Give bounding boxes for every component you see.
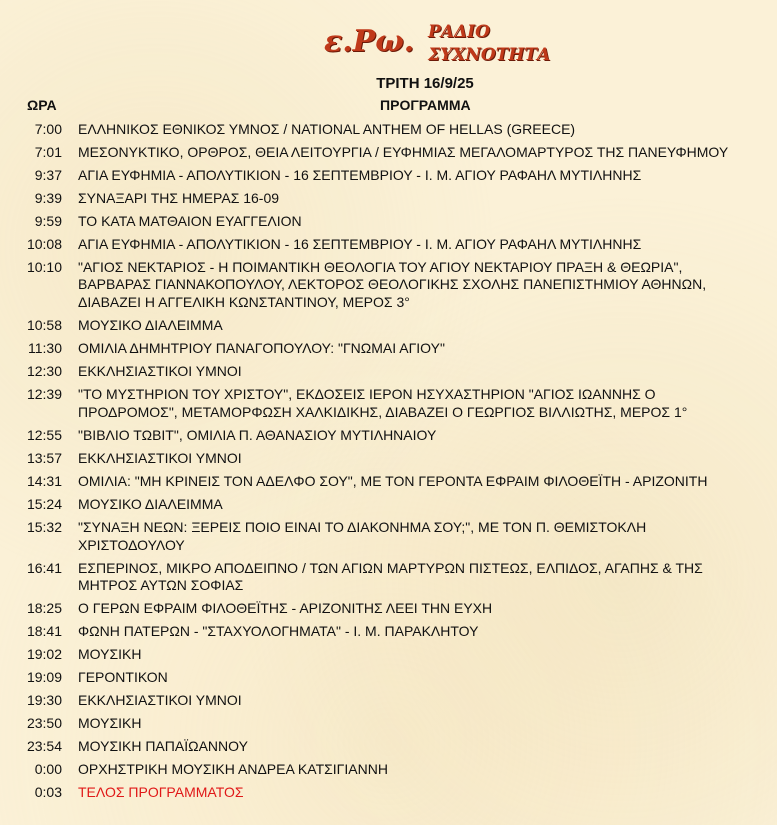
- schedule-row: [0, 713, 777, 736]
- schedule-program: ΜΟΥΣΙΚΗ ΠΑΠΑΪΩΑΝΝΟΥ: [78, 738, 248, 755]
- schedule-time: 7:00: [34, 120, 62, 137]
- schedule-row: [0, 598, 777, 621]
- schedule-program: ΓΕΡΟΝΤΙΚΟΝ: [78, 669, 168, 686]
- station-name-line1: ΡΑΔΙΟ: [428, 22, 490, 42]
- schedule-program: "ΒΙΒΛΙΟ ΤΩΒΙΤ", ΟΜΙΛΙΑ Π. ΑΘΑΝΑΣΙΟΥ ΜΥΤΙΛΗΝΑΙΟΥ: [78, 426, 437, 443]
- schedule-program: ΜΟΥΣΙΚΗ: [78, 646, 142, 663]
- schedule-program: ΕΚΚΛΗΣΙΑΣΤΙΚΟΙ ΥΜΝΟΙ: [78, 449, 242, 466]
- schedule-time: 16:41: [26, 559, 62, 576]
- schedule-program: "ΑΓΙΟΣ ΝΕΚΤΑΡΙΟΣ - Η ΠΟΙΜΑΝΤΙΚΗ ΘΕΟΛΟΓΙΑ ΤΟΥ ΑΓΙΟΥ ΝΕΚΤΑΡΙΟΥ ΠΡΑΞΗ & ΘΕΩΡΙΑ", ΒΑΡΒΑΡΑΣ ΓΙΑΝΝΑΚΟΠΟΥΛΟΥ, ΛΕΚΤΟΡΟΣ ΘΕΟΛΟΓΙΚΗΣ ΣΧΟΛΗΣ ΠΑΝΕΠΙΣΤΗΜΙΟΥ ΑΘΗΝΩΝ, ΔΙΑΒΑΖΕΙ Η ΑΓΓΕΛΙΚΗ ΚΩΝΣΤΑΝΤΙΝΟΥ, ΜΕΡΟΣ 3°: [78, 258, 707, 311]
- schedule-time: 23:50: [26, 715, 62, 732]
- schedule-row: [0, 337, 777, 360]
- schedule-row: [0, 141, 777, 164]
- schedule-program: ΜΕΣΟΝΥΚΤΙΚΟ, ΟΡΘΡΟΣ, ΘΕΙΑ ΛΕΙΤΟΥΡΓΙΑ / ΕΥΦΗΜΙΑΣ ΜΕΓΑΛΟΜΑΡΤΥΡΟΣ ΤΗΣ ΠΑΝΕΥΦΗΜΟΥ: [78, 143, 729, 160]
- schedule-row: [0, 164, 777, 187]
- schedule-time: 23:54: [26, 738, 62, 755]
- schedule-program: ΕΚΚΛΗΣΙΑΣΤΙΚΟΙ ΥΜΝΟΙ: [78, 692, 242, 709]
- schedule-time: 10:08: [26, 235, 62, 252]
- schedule-time: 9:39: [34, 189, 62, 206]
- schedule-program: ΜΟΥΣΙΚΟ ΔΙΑΛΕΙΜΜΑ: [78, 495, 223, 512]
- schedule-program: "ΤΟ ΜΥΣΤΗΡΙΟΝ ΤΟΥ ΧΡΙΣΤΟΥ", ΕΚΔΟΣΕΙΣ ΙΕΡΟΝ ΗΣΥΧΑΣΤΗΡΙΟΝ "ΑΓΙΟΣ ΙΩΑΝΝΗΣ Ο ΠΡΟΔΡΟΜΟΣ", ΜΕΤΑΜΟΡΦΩΣΗ ΧΑΛΚΙΔΙΚΗΣ, ΔΙΑΒΑΖΕΙ Ο ΓΕΩΡΓΙΟΣ ΒΙΛΛΙΩΤΗΣ, ΜΕΡΟΣ 1°: [78, 386, 688, 420]
- schedule-row: [0, 516, 777, 557]
- schedule-program: ΟΜΙΛΙΑ: "ΜΗ ΚΡΙΝΕΙΣ ΤΟΝ ΑΔΕΛΦΟ ΣΟΥ", ΜΕ ΤΟΝ ΓΕΡΟΝΤΑ ΕΦΡΑΙΜ ΦΙΛΟΘΕΪΤΗ - ΑΡΙΖΟΝΙΤΗ: [78, 472, 708, 489]
- schedule-time: 11:30: [28, 340, 62, 357]
- schedule-row: [0, 759, 777, 782]
- schedule-time: 9:59: [34, 212, 62, 229]
- schedule-program: ΜΟΥΣΙΚΟ ΔΙΑΛΕΙΜΜΑ: [78, 317, 223, 334]
- schedule-row: [0, 470, 777, 493]
- schedule-row: [0, 667, 777, 690]
- schedule-program: ΑΓΙΑ ΕΥΦΗΜΙΑ - ΑΠΟΛΥΤΙΚΙΟΝ - 16 ΣΕΠΤΕΜΒΡΙΟΥ - Ι. Μ. ΑΓΙΟΥ ΡΑΦΑΗΛ ΜΥΤΙΛΗΝΗΣ: [78, 235, 642, 252]
- schedule-row: [0, 557, 777, 598]
- schedule-time: 9:37: [34, 166, 62, 183]
- schedule-time: 15:24: [26, 495, 62, 512]
- schedule-time: 12:30: [26, 363, 62, 380]
- schedule-program: ΜΟΥΣΙΚΗ: [78, 715, 142, 732]
- schedule-program: Ο ΓΕΡΩΝ ΕΦΡΑΙΜ ΦΙΛΟΘΕΪΤΗΣ - ΑΡΙΖΟΝΙΤΗΣ ΛΕΕΙ ΤΗΝ ΕΥΧΗ: [78, 600, 493, 617]
- schedule-row: [0, 383, 777, 424]
- schedule-list: [0, 118, 777, 805]
- schedule-time: 14:31: [26, 472, 62, 489]
- station-logo: ε.Ρω.: [324, 24, 415, 59]
- schedule-time: 12:55: [26, 426, 62, 443]
- schedule-program: ΕΚΚΛΗΣΙΑΣΤΙΚΟΙ ΥΜΝΟΙ: [78, 363, 242, 380]
- schedule-program: ΕΣΠΕΡΙΝΟΣ, ΜΙΚΡΟ ΑΠΟΔΕΙΠΝΟ / ΤΩΝ ΑΓΙΩΝ ΜΑΡΤΥΡΩΝ ΠΙΣΤΕΩΣ, ΕΛΠΙΔΟΣ, ΑΓΑΠΗΣ & ΤΗΣ ΜΗΤΡΟΣ ΑΥΤΩΝ ΣΟΦΙΑΣ: [78, 559, 703, 594]
- schedule-row: [0, 314, 777, 337]
- schedule-time: 18:41: [26, 623, 62, 640]
- schedule-program: ΤΟ ΚΑΤΑ ΜΑΤΘΑΙΟΝ ΕΥΑΓΓΕΛΙΟΝ: [78, 212, 302, 229]
- schedule-row: [0, 233, 777, 256]
- schedule-time: 12:39: [26, 386, 62, 403]
- schedule-time: 15:32: [26, 518, 62, 535]
- schedule-program: ΑΓΙΑ ΕΥΦΗΜΙΑ - ΑΠΟΛΥΤΙΚΙΟΝ - 16 ΣΕΠΤΕΜΒΡΙΟΥ - Ι. Μ. ΑΓΙΟΥ ΡΑΦΑΗΛ ΜΥΤΙΛΗΝΗΣ: [78, 166, 642, 183]
- schedule-row: [0, 424, 777, 447]
- schedule-time: 0:00: [34, 761, 62, 778]
- schedule-time: 0:03: [34, 784, 62, 801]
- schedule-program: ΟΜΙΛΙΑ ΔΗΜΗΤΡΙΟΥ ΠΑΝΑΓΟΠΟΥΛΟΥ: "ΓΝΩΜΑΙ ΑΓΙΟΥ": [78, 340, 445, 357]
- schedule-time: 19:02: [26, 646, 62, 663]
- schedule-date: ΤΡΙΤΗ 16/9/25: [376, 75, 474, 92]
- schedule-row: [0, 736, 777, 759]
- schedule-time: 13:57: [26, 449, 62, 466]
- schedule-row: [0, 644, 777, 667]
- schedule-row: [0, 118, 777, 141]
- schedule-time: 19:09: [26, 669, 62, 686]
- column-headers: [0, 97, 777, 117]
- schedule-time: 19:30: [26, 692, 62, 709]
- program-column-header: ΠΡΟΓΡΑΜΜΑ: [380, 97, 471, 113]
- schedule-row: [0, 210, 777, 233]
- schedule-program: ΤΕΛΟΣ ΠΡΟΓΡΑΜΜΑΤΟΣ: [78, 784, 244, 801]
- schedule-row: [0, 447, 777, 470]
- schedule-row: [0, 256, 777, 315]
- time-column-header: ΩΡΑ: [27, 97, 57, 113]
- schedule-row: [0, 493, 777, 516]
- schedule-row: [0, 187, 777, 210]
- schedule-program: ΕΛΛΗΝΙΚΟΣ ΕΘΝΙΚΟΣ ΥΜΝΟΣ / NATIONAL ANTHEM OF HELLAS (GREECE): [78, 120, 576, 137]
- schedule-time: 10:10: [26, 258, 62, 275]
- schedule-program: ΦΩΝΗ ΠΑΤΕΡΩΝ - "ΣΤΑΧΥΟΛΟΓΗΜΑΤΑ" - Ι. Μ. ΠΑΡΑΚΛΗΤΟΥ: [78, 623, 479, 640]
- schedule-end-row: [0, 782, 777, 805]
- schedule-row: [0, 690, 777, 713]
- station-name: [428, 21, 550, 67]
- schedule-time: 7:01: [34, 143, 62, 160]
- schedule-row: [0, 621, 777, 644]
- header: [0, 0, 777, 100]
- schedule-row: [0, 360, 777, 383]
- schedule-program: ΣΥΝΑΞΑΡΙ ΤΗΣ ΗΜΕΡΑΣ 16-09: [78, 189, 280, 206]
- schedule-program: "ΣΥΝΑΞΗ ΝΕΩΝ: ΞΕΡΕΙΣ ΠΟΙΟ ΕΙΝΑΙ ΤΟ ΔΙΑΚΟΝΗΜΑ ΣΟΥ;", ΜΕ ΤΟΝ Π. ΘΕΜΙΣΤΟΚΛΗ ΧΡΙΣΤΟΔΟΥΛΟΥ: [78, 518, 647, 553]
- schedule-time: 18:25: [26, 600, 62, 617]
- schedule-time: 10:58: [26, 317, 62, 334]
- station-name-line2: ΣΥΧΝΟΤΗΤΑ: [428, 45, 551, 65]
- schedule-program: ΟΡΧΗΣΤΡΙΚΗ ΜΟΥΣΙΚΗ ΑΝΔΡΕΑ ΚΑΤΣΙΓΙΑΝΝΗ: [78, 761, 388, 778]
